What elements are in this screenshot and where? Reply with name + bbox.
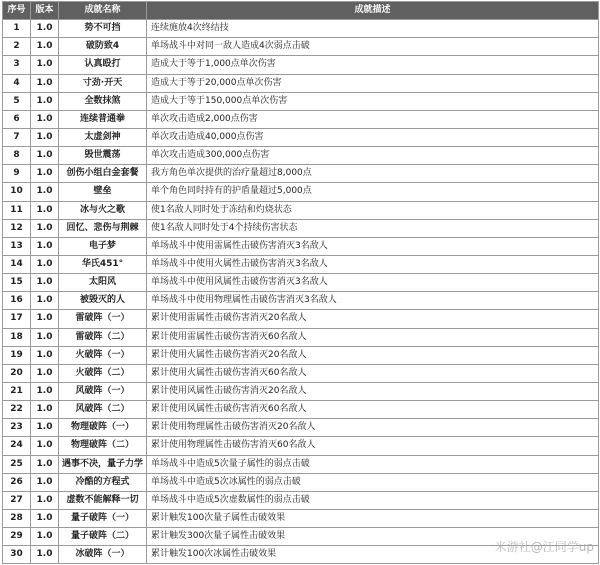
table-row [3, 437, 599, 455]
row-name: 火破阵（一） [59, 346, 147, 364]
table-row [3, 165, 599, 183]
row-version: 1.0 [31, 437, 59, 455]
table-row [3, 328, 599, 346]
row-name: 物理破阵（一） [59, 419, 147, 437]
row-version: 1.0 [31, 110, 59, 128]
row-version: 1.0 [31, 419, 59, 437]
row-version: 1.0 [31, 38, 59, 56]
row-name: 连续普通拳 [59, 110, 147, 128]
row-name: 认真殴打 [59, 56, 147, 74]
row-number: 23 [3, 419, 31, 437]
row-number: 9 [3, 165, 31, 183]
row-description: 累计使用火属性击破伤害消灭60名敌人 [147, 364, 599, 382]
table-row [3, 419, 599, 437]
row-number: 26 [3, 473, 31, 491]
row-number: 8 [3, 147, 31, 165]
row-version: 1.0 [31, 509, 59, 527]
row-description: 累计使用风属性击破伤害消灭20名敌人 [147, 382, 599, 400]
row-description: 单场战斗中使用风属性击破伤害消灭3名敌人 [147, 274, 599, 292]
row-version: 1.0 [31, 401, 59, 419]
row-number: 17 [3, 310, 31, 328]
row-description: 累计触发300次量子属性击破效果 [147, 528, 599, 546]
row-name: 被毁灭的人 [59, 292, 147, 310]
row-description: 单次攻击造成2,000点伤害 [147, 110, 599, 128]
row-name: 遇事不决，量子力学 [59, 455, 147, 473]
row-version: 1.0 [31, 491, 59, 509]
table-row [3, 509, 599, 527]
table-row [3, 455, 599, 473]
row-description: 单场战斗中使用雷属性击破伤害消灭3名敌人 [147, 237, 599, 255]
row-name: 冷酷的方程式 [59, 473, 147, 491]
row-description: 累计使用风属性击破伤害消灭60名敌人 [147, 401, 599, 419]
row-version: 1.0 [31, 219, 59, 237]
row-number: 28 [3, 509, 31, 527]
row-description: 单场战斗中使用火属性击破伤害消灭3名敌人 [147, 255, 599, 273]
row-number: 5 [3, 92, 31, 110]
row-number: 18 [3, 328, 31, 346]
row-description: 使1名敌人同时处于冻结和灼烧状态 [147, 201, 599, 219]
row-description: 我方角色单次提供的治疗量超过8,000点 [147, 165, 599, 183]
row-number: 12 [3, 219, 31, 237]
row-number: 24 [3, 437, 31, 455]
row-name: 冰与火之歌 [59, 201, 147, 219]
header-name: 成就名称 [59, 2, 147, 20]
row-version: 1.0 [31, 165, 59, 183]
row-number: 4 [3, 74, 31, 92]
row-number: 27 [3, 491, 31, 509]
row-version: 1.0 [31, 183, 59, 201]
row-description: 累计触发100次量子属性击破效果 [147, 509, 599, 527]
row-description: 造成大于等于1,000点单次伤害 [147, 56, 599, 74]
row-description: 累计触发100次冰属性击破效果 [147, 546, 599, 564]
row-description: 累计使用雷属性击破伤害消灭60名敌人 [147, 328, 599, 346]
row-description: 单场战斗中造成5次冰属性的弱点击破 [147, 473, 599, 491]
row-number: 6 [3, 110, 31, 128]
row-name: 雷破阵（一） [59, 310, 147, 328]
row-name: 电子梦 [59, 237, 147, 255]
row-number: 1 [3, 20, 31, 38]
row-description: 累计使用物理属性击破伤害消灭60名敌人 [147, 437, 599, 455]
row-version: 1.0 [31, 255, 59, 273]
row-version: 1.0 [31, 274, 59, 292]
row-description: 累计使用雷属性击破伤害消灭20名敌人 [147, 310, 599, 328]
row-number: 20 [3, 364, 31, 382]
row-version: 1.0 [31, 20, 59, 38]
row-version: 1.0 [31, 147, 59, 165]
row-version: 1.0 [31, 346, 59, 364]
table-row [3, 219, 599, 237]
row-version: 1.0 [31, 128, 59, 146]
table-row [3, 255, 599, 273]
header-no: 序号 [3, 2, 31, 20]
table-row [3, 382, 599, 400]
row-description: 累计使用火属性击破伤害消灭20名敌人 [147, 346, 599, 364]
row-version: 1.0 [31, 328, 59, 346]
row-description: 单次攻击造成40,000点伤害 [147, 128, 599, 146]
row-number: 14 [3, 255, 31, 273]
row-name: 毁世震荡 [59, 147, 147, 165]
row-version: 1.0 [31, 310, 59, 328]
table-row [3, 56, 599, 74]
row-version: 1.0 [31, 546, 59, 564]
row-number: 2 [3, 38, 31, 56]
row-name: 回忆、悲伤与荆棘 [59, 219, 147, 237]
table-header-row [3, 2, 599, 20]
row-number: 7 [3, 128, 31, 146]
row-name: 壁垒 [59, 183, 147, 201]
row-name: 虚数不能解释一切 [59, 491, 147, 509]
row-name: 冰破阵（一） [59, 546, 147, 564]
watermark: 米游社@江同学up [494, 540, 594, 554]
table-row [3, 237, 599, 255]
row-version: 1.0 [31, 455, 59, 473]
row-description: 连续施放4次终结技 [147, 20, 599, 38]
row-number: 21 [3, 382, 31, 400]
row-version: 1.0 [31, 92, 59, 110]
table-row [3, 128, 599, 146]
header-description: 成就描述 [147, 2, 599, 20]
row-name: 火破阵（二） [59, 364, 147, 382]
table-row [3, 201, 599, 219]
table-row [3, 491, 599, 509]
row-number: 29 [3, 528, 31, 546]
row-name: 太虚剑神 [59, 128, 147, 146]
row-number: 11 [3, 201, 31, 219]
row-name: 量子破阵（一） [59, 509, 147, 527]
table-row [3, 401, 599, 419]
row-name: 太阳风 [59, 274, 147, 292]
row-version: 1.0 [31, 364, 59, 382]
row-description: 累计使用物理属性击破伤害消灭20名敌人 [147, 419, 599, 437]
row-version: 1.0 [31, 292, 59, 310]
row-name: 寸劲·开天 [59, 74, 147, 92]
table-row [3, 346, 599, 364]
row-number: 19 [3, 346, 31, 364]
row-name: 势不可挡 [59, 20, 147, 38]
row-description: 造成大于等于150,000点单次伤害 [147, 92, 599, 110]
row-name: 破防致4 [59, 38, 147, 56]
table-row [3, 74, 599, 92]
row-number: 16 [3, 292, 31, 310]
row-name: 创伤小组白金套餐 [59, 165, 147, 183]
row-name: 雷破阵（二） [59, 328, 147, 346]
row-description: 造成大于等于20,000点单次伤害 [147, 74, 599, 92]
row-version: 1.0 [31, 237, 59, 255]
row-version: 1.0 [31, 74, 59, 92]
table-row [3, 38, 599, 56]
table-row [3, 364, 599, 382]
achievement-table [2, 1, 599, 564]
row-number: 15 [3, 274, 31, 292]
row-version: 1.0 [31, 473, 59, 491]
header-version: 版本 [31, 2, 59, 20]
row-name: 量子破阵（二） [59, 528, 147, 546]
row-description: 单次攻击造成300,000点伤害 [147, 147, 599, 165]
row-description: 单场战斗中对同一敌人造成4次弱点击破 [147, 38, 599, 56]
table-row [3, 292, 599, 310]
table-row [3, 183, 599, 201]
row-description: 单场战斗中造成5次虚数属性的弱点击破 [147, 491, 599, 509]
table-row [3, 92, 599, 110]
row-version: 1.0 [31, 382, 59, 400]
row-description: 单个角色同时持有的护盾量超过5,000点 [147, 183, 599, 201]
row-number: 3 [3, 56, 31, 74]
row-description: 单场战斗中使用物理属性击破伤害消灭3名敌人 [147, 292, 599, 310]
table-row [3, 147, 599, 165]
row-version: 1.0 [31, 56, 59, 74]
table-row [3, 20, 599, 38]
row-version: 1.0 [31, 201, 59, 219]
row-number: 13 [3, 237, 31, 255]
row-description: 单场战斗中造成5次量子属性的弱点击破 [147, 455, 599, 473]
row-name: 风破阵（一） [59, 382, 147, 400]
row-name: 风破阵（二） [59, 401, 147, 419]
table-row [3, 473, 599, 491]
row-number: 30 [3, 546, 31, 564]
row-description: 使1名敌人同时处于4个持续伤害状态 [147, 219, 599, 237]
row-name: 物理破阵（二） [59, 437, 147, 455]
row-name: 华氏451° [59, 255, 147, 273]
row-name: 全数抹煞 [59, 92, 147, 110]
table-row [3, 110, 599, 128]
row-number: 10 [3, 183, 31, 201]
row-number: 22 [3, 401, 31, 419]
table-row [3, 310, 599, 328]
row-number: 25 [3, 455, 31, 473]
row-version: 1.0 [31, 528, 59, 546]
table-row [3, 274, 599, 292]
